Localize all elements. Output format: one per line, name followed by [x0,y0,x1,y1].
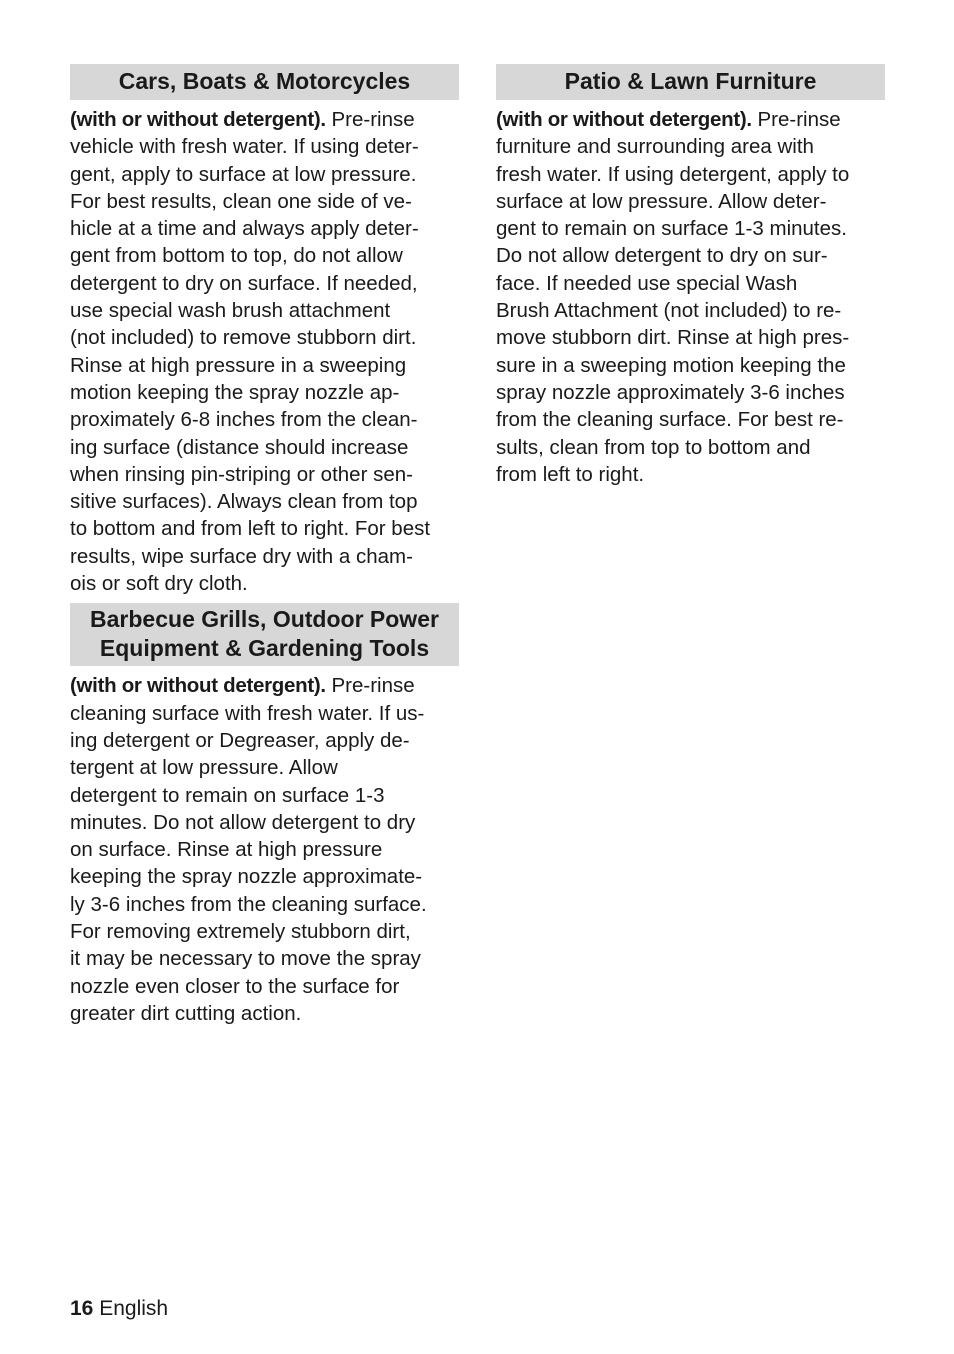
section-body-barbecue [70,672,459,1027]
right-column [496,64,885,494]
section-body-patio [496,106,885,488]
page-footer [70,1295,168,1323]
lead-barbecue: (with or without detergent). [70,674,326,698]
footer-language: English [99,1297,169,1320]
body-text-patio: Pre-rinse furniture and surrounding area with fresh water. If using detergent, apply to surface at low pressure. Allow deter- gent to remain on surface 1-3 minutes. Do not allow detergent to dry on sur- face. If needed use special Wash Brush Attachment (not included) to re- move stubborn dirt. Rinse at high pres- sure in a sweeping motion keeping the spray nozzle approximately 3-6 inches from the cleaning surface. For best re- sults, clean from top to bottom and from left to right. [496,108,850,486]
section-body-cars [70,106,459,597]
section-title-barbecue-line2: Equipment & Gardening Tools [99,635,430,662]
left-column [70,64,459,1033]
body-text-barbecue: Pre-rinse cleaning surface with fresh water. If us- ing detergent or Degreaser, apply de- tergent at low pressure. Allow detergent to remain on surface 1-3 minutes. Do not allow detergent to dry on surface. Rinse at high pressure keeping the spray nozzle approximate- ly 3-6 inches from the cleaning surface. For removing extremely stubborn dirt, it may be necessary to move the spray nozzle even closer to the surface for greater dirt cutting action. [70,674,427,1025]
section-title-cars [70,64,459,100]
section-title-barbecue-line1: Barbecue Grills, Outdoor Power [90,606,439,633]
page-number: 16 [70,1297,94,1320]
lead-cars: (with or without detergent). [70,108,326,131]
section-title-patio-text: Patio & Lawn Furniture [564,68,817,94]
body-text-cars: Pre-rinse vehicle with fresh water. If using deter- gent, apply to surface at low pressure. For best results, clean one side of ve- hicle at a time and always apply deter- gent from bottom to top, do not allow detergent to dry on surface. If needed, use special wash brush attachment (not included) to remove stubborn dirt. Rinse at high pressure in a sweeping motion keeping the spray nozzle ap- proximately 6-8 inches from the clean- ing surface (distance should increase when rinsing pin-striping or other sen- sitive surfaces). Always clean from top to bottom and from left to right. For best results, wipe surface dry with a cham- ois or soft dry cloth. [70,108,431,596]
section-title-patio [496,64,885,100]
lead-patio: (with or without detergent). [496,108,752,131]
section-title-cars-text: Cars, Boats & Motorcycles [118,68,411,94]
section-title-barbecue [70,603,459,666]
